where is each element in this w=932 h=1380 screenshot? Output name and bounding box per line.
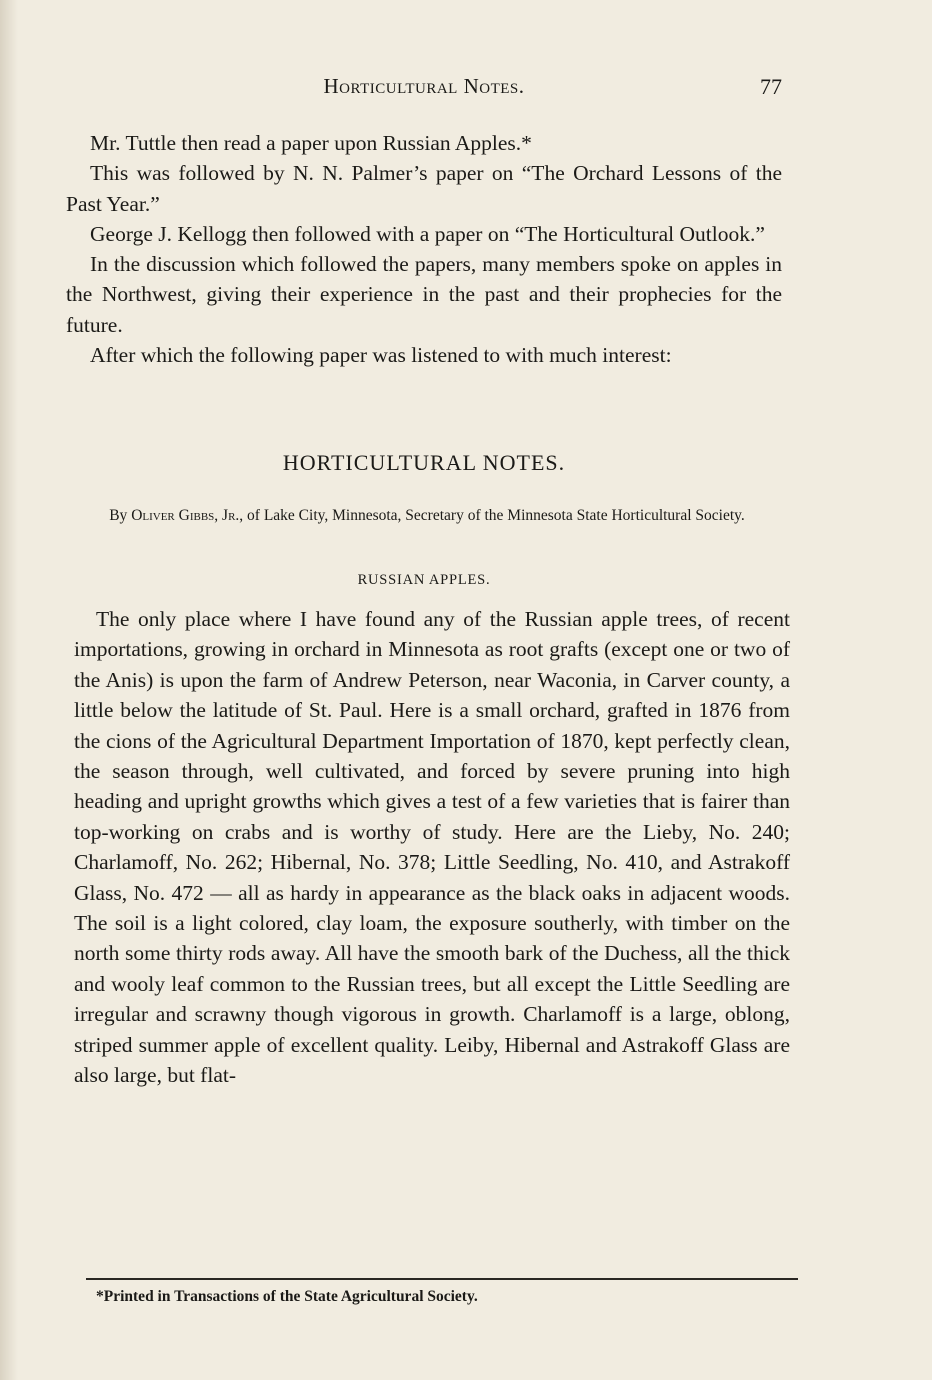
byline-affiliation: , of Lake City, Minnesota, Secretary of the Minnesota State Horticultural Society. (239, 507, 745, 524)
intro-paragraph: After which the following paper was listened to with much interest: (90, 343, 672, 368)
footnote: *Printed in Transactions of the State Agricultural Society. (96, 1288, 478, 1305)
section-heading: RUSSIAN APPLES. (357, 572, 491, 588)
intro-paragraph: In the discussion which followed the papers, many members spoke on apples in the Northwest, giving their experience in the past and their prophecies for the future. (66, 252, 782, 337)
page-edge-shadow (0, 0, 18, 1380)
intro-paragraphs (66, 128, 782, 370)
intro-paragraph: Mr. Tuttle then read a paper upon Russian Apples.* (90, 131, 532, 155)
article-body: The only place where I have found any of the Russian apple trees, of recent importations, growing in orchard in Minnesota as root grafts (except one or two of the Anis) is upon the farm of Andrew Peterson, near Waconia, in Carver county, a little below the latitude of St. Paul. Here is a small orchard, grafted in 1876 from the cions of the Agricultural Department Importation of 1870, kept perfectly clean, the season through, well cultivated, and forced by severe pruning into high heading and upright growths which gives a test of a few varieties that is fairer than top-working on crabs and is worthy of study. Here are the Lieby, No. 240; Charlamoff, No. 262; Hibernal, No. 378; Little Seedling, No. 410, and Astrakoff Glass, No. 472 — all as hardy in appearance as the black oaks in adjacent woods. The soil is a light colored, clay loam, the exposure southerly, with timber on the north some thirty rods away. All have the smooth bark of the Duchess, all the thick and wooly leaf common to the Russian trees, but all except the Little Seedling are irregular and scrawny though vigorous in growth. Charlamoff is a large, oblong, striped summer apple of excellent quality. Leiby, Hibernal and Astrakoff Glass are also large, but flat- (74, 607, 790, 1088)
byline-prefix: By (109, 507, 132, 524)
byline-author: Oliver Gibbs, Jr. (131, 507, 240, 524)
intro-paragraph: George J. Kellogg then followed with a paper on “The Horticultural Outlook.” (90, 221, 765, 246)
running-title: Horticultural Notes. (323, 74, 525, 98)
footnote-rule (86, 1278, 798, 1280)
byline (66, 503, 788, 529)
intro-paragraph: This was followed by N. N. Palmer’s paper on “The Orchard Lessons of the Past Year.” (66, 161, 782, 216)
running-head (66, 74, 782, 104)
page-number: 77 (760, 74, 782, 99)
article-title: HORTICULTURAL NOTES. (282, 450, 566, 475)
